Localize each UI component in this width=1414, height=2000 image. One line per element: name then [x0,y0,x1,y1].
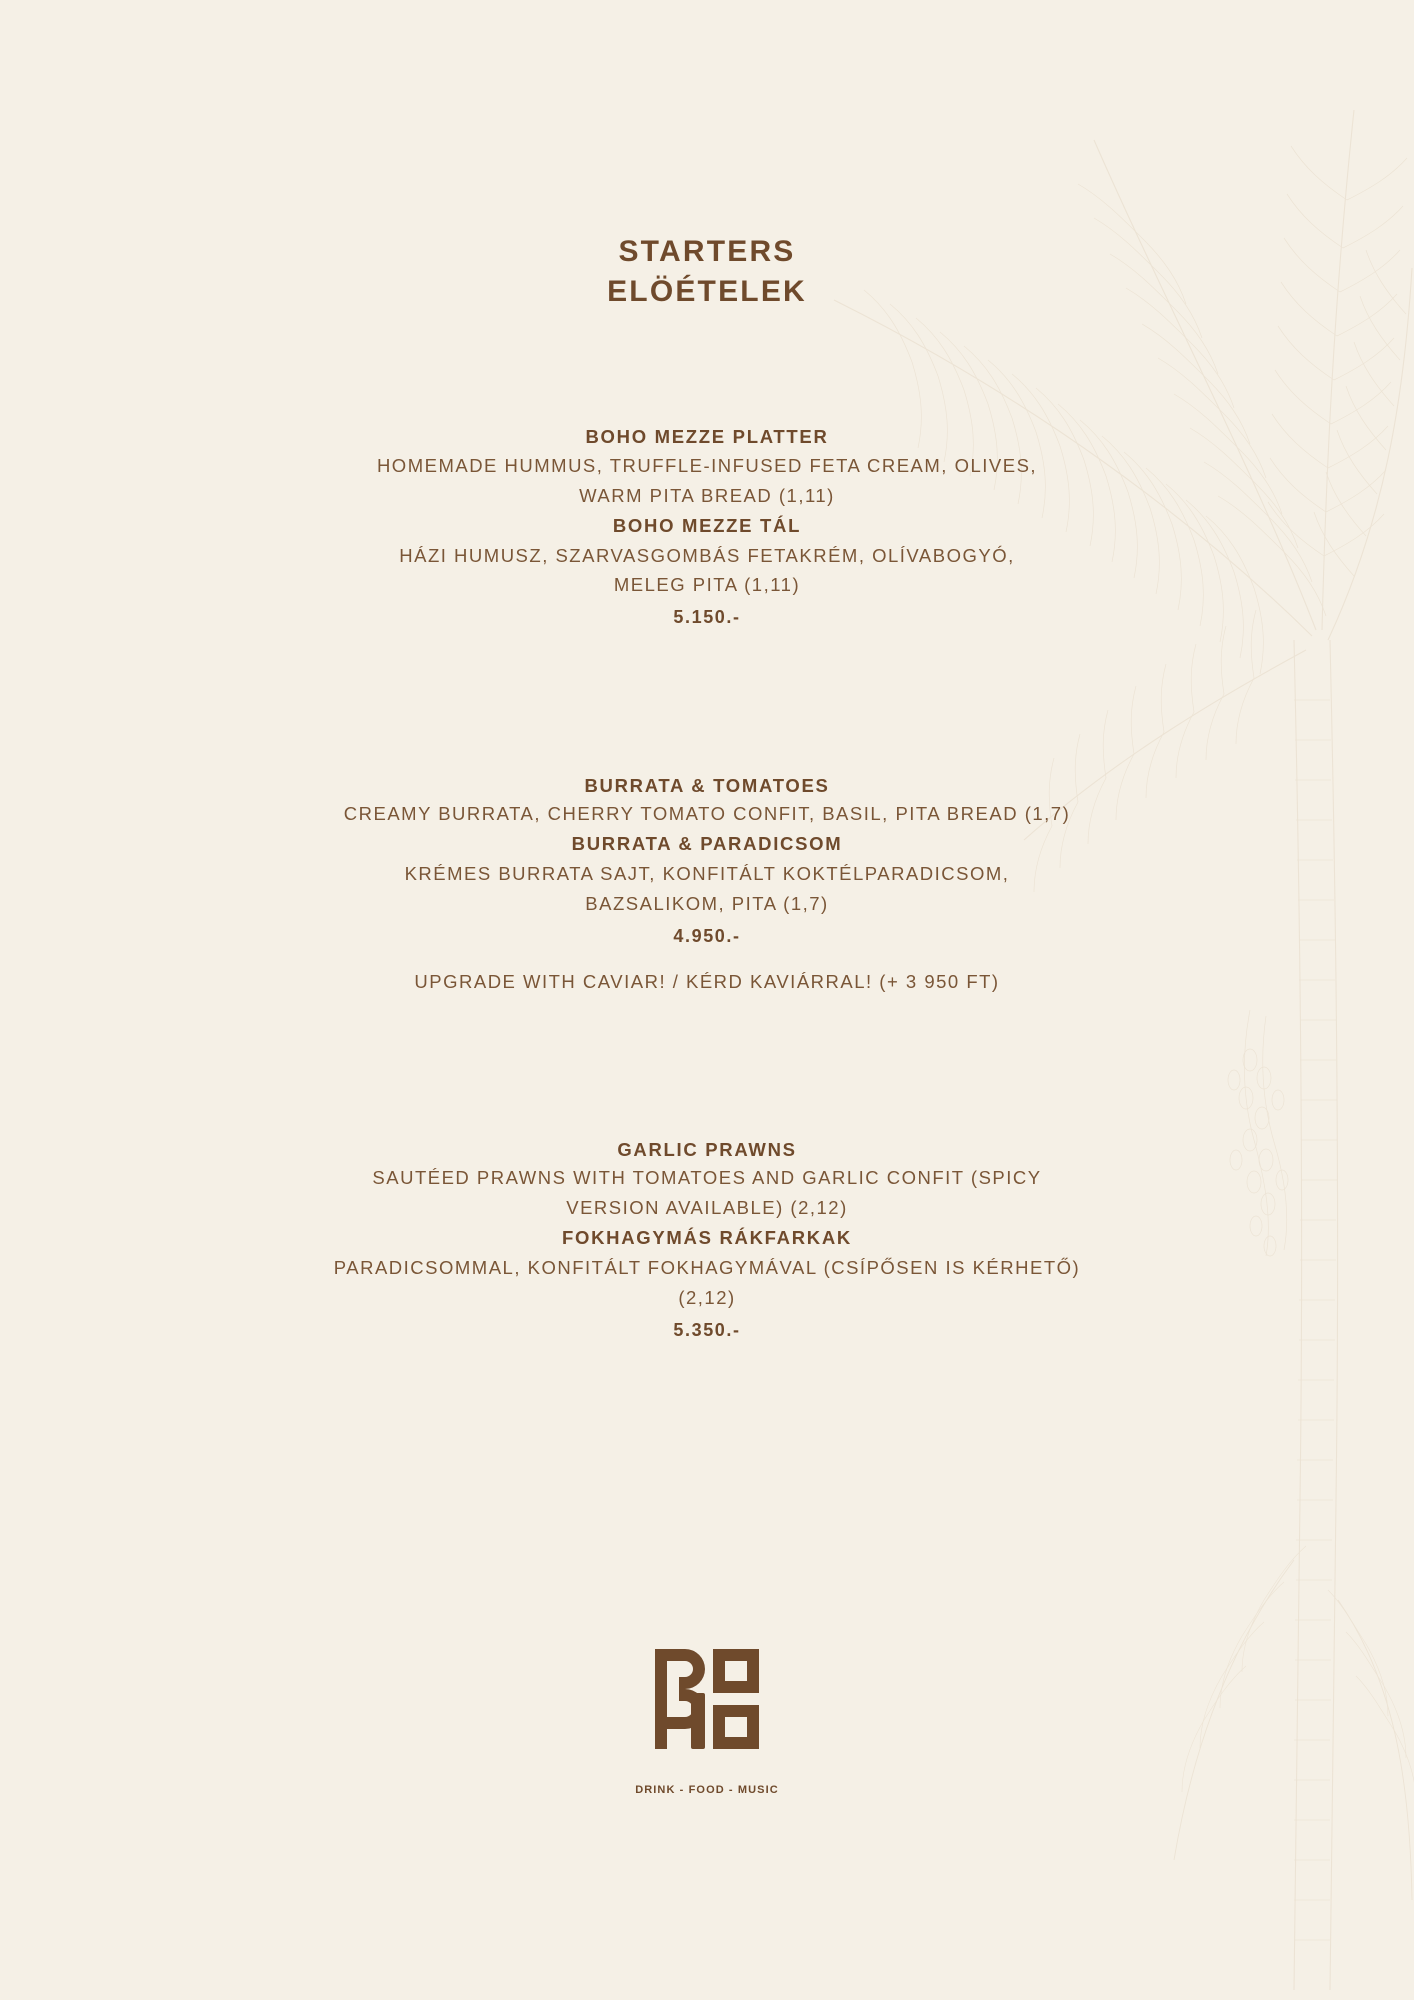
menu-item [207,773,1207,999]
item-description-en-line1: HOMEMADE HUMMUS, TRUFFLE-INFUSED FETA CREAM, OLIVES, [376,454,1038,476]
item-description-en-line2: WARM PITA BREAD (1,11) [579,484,835,506]
item-description-en-line1: CREAMY BURRATA, CHERRY TOMATO CONFIT, BASIL, PITA BREAD (1,7) [343,803,1071,825]
page-title [0,232,1414,312]
item-description-hu-line2: MELEG PITA (1,11) [613,574,801,596]
item-name-hu: FOKHAGYMÁS RÁKFARKAK [562,1227,852,1249]
item-description-hu-line1: PARADICSOMMAL, KONFITÁLT FOKHAGYMÁVAL (CSÍPŐSEN IS KÉRHETŐ) [333,1257,1081,1279]
item-description-hu-line1: KRÉMES BURRATA SAJT, KONFITÁLT KOKTÉLPARADICSOM, [404,863,1010,885]
item-description-en-line1: SAUTÉED PRAWNS WITH TOMATOES AND GARLIC CONFIT (SPICY [372,1167,1042,1189]
item-price: 5.150.- [673,607,741,628]
item-name-hu: BOHO MEZZE TÁL [612,514,802,536]
brand-logo [0,1645,1414,1796]
item-name-en: GARLIC PRAWNS [617,1138,797,1160]
item-price: 5.350.- [673,1320,741,1341]
item-price: 4.950.- [673,926,741,947]
item-name-en: BOHO MEZZE PLATTER [585,425,829,447]
item-description-en-line2: VERSION AVAILABLE) (2,12) [566,1197,848,1219]
item-name-en: BURRATA & TOMATOES [584,774,830,796]
page-title-en: STARTERS [618,235,796,268]
item-description-hu-line2: (2,12) [678,1287,736,1309]
item-description-hu-line2: BAZSALIKOM, PITA (1,7) [585,893,829,915]
item-description-hu-line1: HÁZI HUMUSZ, SZARVASGOMBÁS FETAKRÉM, OLÍVABOGYÓ, [399,544,1015,566]
menu-item [207,424,1207,635]
menu-item [207,1137,1207,1348]
boho-logo-icon [651,1645,763,1777]
item-name-hu: BURRATA & PARADICSOM [571,833,843,855]
item-upgrade-note: UPGRADE WITH CAVIAR! / KÉRD KAVIÁRRAL! (+ 3 950 FT) [414,970,1000,992]
logo-tagline: DRINK - FOOD - MUSIC [635,1784,779,1796]
menu-items-list [0,424,1414,1348]
page-title-hu: ELÖÉTELEK [607,274,807,308]
